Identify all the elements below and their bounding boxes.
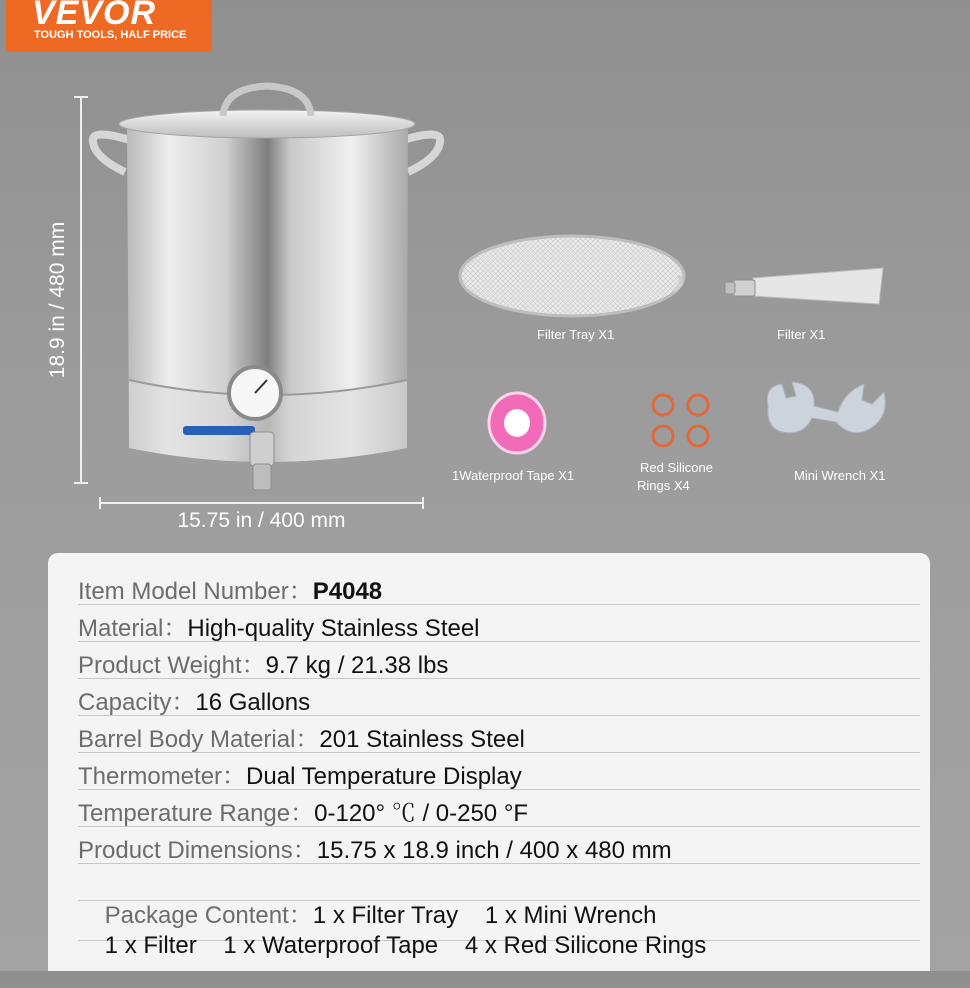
filter-tray-label: Filter Tray X1 xyxy=(537,327,615,342)
spec-row-temperature-range xyxy=(78,793,920,827)
spec-value: Dual Temperature Display xyxy=(246,763,522,790)
filter-image xyxy=(723,266,885,312)
spec-label: Capacity： xyxy=(78,689,196,716)
spec-row-barrel-material xyxy=(78,719,920,753)
spec-label: Material： xyxy=(78,615,188,642)
spec-value: P4048 xyxy=(312,578,383,605)
mini-wrench-label: Mini Wrench X1 xyxy=(794,468,886,483)
spec-row-capacity xyxy=(78,682,920,716)
spec-value: 0-120° ℃ / 0-250 °F xyxy=(314,800,529,827)
spec-row-dimensions xyxy=(78,830,920,864)
silicone-rings-label-line1: Red Silicone xyxy=(640,460,713,475)
spec-value: 15.75 x 18.9 inch / 400 x 480 mm xyxy=(316,837,672,864)
height-dimension-line xyxy=(80,97,82,483)
mini-wrench-image xyxy=(760,378,890,448)
spec-value: 201 Stainless Steel xyxy=(319,726,525,753)
spec-value: High-quality Stainless Steel xyxy=(187,615,480,642)
spec-row-package-content xyxy=(78,867,920,929)
filter-label: Filter X1 xyxy=(777,327,826,342)
spec-label: Barrel Body Material： xyxy=(78,726,320,753)
spec-label: Product Dimensions： xyxy=(78,837,317,864)
height-dimension-label: 18.9 in / 480 mm xyxy=(46,221,69,379)
brand-tagline: TOUGH TOOLS, HALF PRICE xyxy=(34,29,187,41)
waterproof-tape-image xyxy=(485,390,549,456)
specification-card xyxy=(48,553,930,971)
spec-value: 1 x Filter 1 x Waterproof Tape 4 x Red Silicone Rings xyxy=(104,932,707,959)
spec-value: 16 Gallons xyxy=(195,689,311,716)
spec-row-material xyxy=(78,608,920,642)
spec-label: Temperature Range： xyxy=(78,800,315,827)
width-dimension-line xyxy=(100,502,423,504)
spec-label: Package Content： xyxy=(104,902,313,929)
spec-row-model xyxy=(78,571,920,605)
silicone-rings-image xyxy=(645,392,719,450)
width-dimension-label: 15.75 in / 400 mm xyxy=(177,509,346,532)
width-dimension-cap-left xyxy=(99,497,101,509)
spec-row-thermometer xyxy=(78,756,920,790)
spec-label: Thermometer： xyxy=(78,763,247,790)
waterproof-tape-label: 1Waterproof Tape X1 xyxy=(452,468,575,483)
spec-row-weight xyxy=(78,645,920,679)
silicone-rings-label-line2: Rings X4 xyxy=(637,478,690,493)
width-dimension-cap-right xyxy=(422,497,424,509)
spec-value: 1 x Filter Tray 1 x Mini Wrench xyxy=(312,902,657,929)
spec-row-package-content-continued xyxy=(78,904,920,959)
spec-value: 9.7 kg / 21.38 lbs xyxy=(265,652,449,679)
brand-name: VEVOR xyxy=(32,0,157,32)
spec-label: Product Weight： xyxy=(78,652,266,679)
vevor-logo xyxy=(6,0,212,52)
stock-pot-image xyxy=(85,80,450,495)
filter-tray-image xyxy=(458,231,693,321)
spec-label: Item Model Number： xyxy=(78,578,313,605)
